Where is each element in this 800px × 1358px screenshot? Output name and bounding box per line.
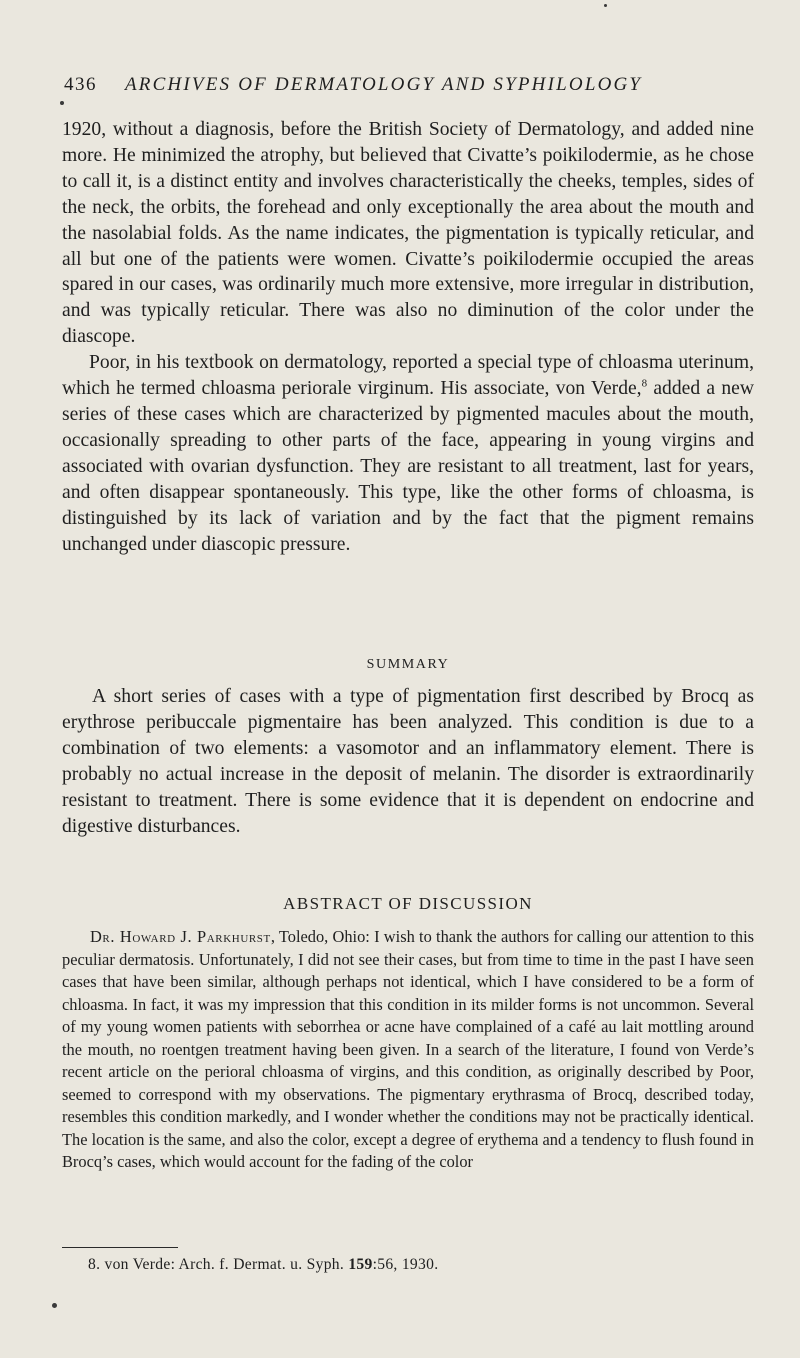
discussion-paragraph	[62, 926, 754, 1174]
footnote-reference[interactable]: 8	[641, 377, 648, 390]
summary-heading: SUMMARY	[366, 657, 450, 672]
discussion-heading: ABSTRACT OF DISCUSSION	[283, 894, 533, 913]
speaker-location: , Toledo, Ohio:	[270, 927, 375, 946]
footnote-pages: :56, 1930.	[372, 1256, 439, 1273]
footnote-volume: 159	[348, 1256, 373, 1273]
body-text	[62, 117, 754, 557]
page-number: 436	[64, 74, 97, 95]
discussion-text: I wish to thank the authors for calling our attention to this peculiar dermatosis. Unfortunately, I did not see their cases, but from time to time in the past I have seen cases that have been similar, although perhaps not identical, which I have considered to be a form of chloasma. In fact, it was my impression that this condition in its milder forms is not uncommon. Several of my young women patients with seborrhea or acne have complained of a café au lait mottling around the mouth, no roentgen treatment having been given. In a search of the literature, I found von Verde’s recent article on the perioral chloasma of virgins, and this condition, as originally described by Poor, seemed to correspond with my observations. The pigmentary erythrasma of Brocq, described today, resembles this condition markedly, and I wonder whether the conditions may not be practically identical. The location is the same, and also the color, except a degree of erythema and a tendency to flush found in Brocq’s cases, which would account for the fading of the color	[62, 927, 754, 1171]
speaker-name: Dr. Howard J. Parkhurst	[90, 927, 271, 946]
paragraph-poor-part2: added a new series of these cases which are characterized by pigmented macules about the mouth, occasionally spreading to other parts of the face, appearing in young virgins and associated with ovarian dysfunction. They are resistant to all treatment, last for years, and often disappear spontaneously. This type, like the other forms of chloasma, is distinguished by its lack of variation and by the fact that the pigment remains unchanged under diascopic pressure.	[62, 378, 754, 555]
summary-paragraph: A short series of cases with a type of pigmentation first described by Brocq as erythrose peribuccale pigmentaire has been analyzed. This condition is due to a combination of two elements: a vasomotor and an inflammatory element. There is probably no actual increase in the deposit of melanin. The disorder is extraordinarily resistant to treatment. There is some evidence that it is dependent on endocrine and digestive disturbances.	[62, 686, 754, 837]
journal-title: ARCHIVES OF DERMATOLOGY AND SYPHILOLOGY	[125, 74, 643, 95]
footnote-citation: 8. von Verde: Arch. f. Dermat. u. Syph.	[88, 1256, 349, 1273]
print-speck	[604, 4, 607, 7]
paragraph-civatte: 1920, without a diagnosis, before the British Society of Dermatology, and added nine more. He minimized the atrophy, but believed that Civatte’s poikilodermie, as he chose to call it, is a distinct entity and involves characteristically the cheeks, temples, sides of the neck, the orbits, the forehead and only exceptionally the area about the mouth and the nasolabial folds. As the name indicates, the pigmentation is typically reticular, and all but one of the patients were women. Civatte’s poikilodermie occupied the areas spared in our cases, was ordinarily much more extensive, more irregular in distribution, and was typically reticular. There was also no diminution of the color under the diascope.	[62, 119, 754, 348]
print-speck	[52, 1303, 57, 1308]
paragraph-poor	[62, 350, 754, 557]
footnote-8	[88, 1256, 728, 1274]
discussion-section	[62, 926, 754, 1174]
paragraph-poor-part1: Poor, in his textbook on dermatology, reported a special type of chloasma uterinum, which he termed chloasma periorale virginum. His associate, von Verde,	[62, 352, 754, 400]
footnote-divider	[62, 1247, 178, 1248]
print-speck	[60, 101, 64, 105]
summary-section	[62, 684, 754, 840]
running-head	[64, 74, 764, 96]
